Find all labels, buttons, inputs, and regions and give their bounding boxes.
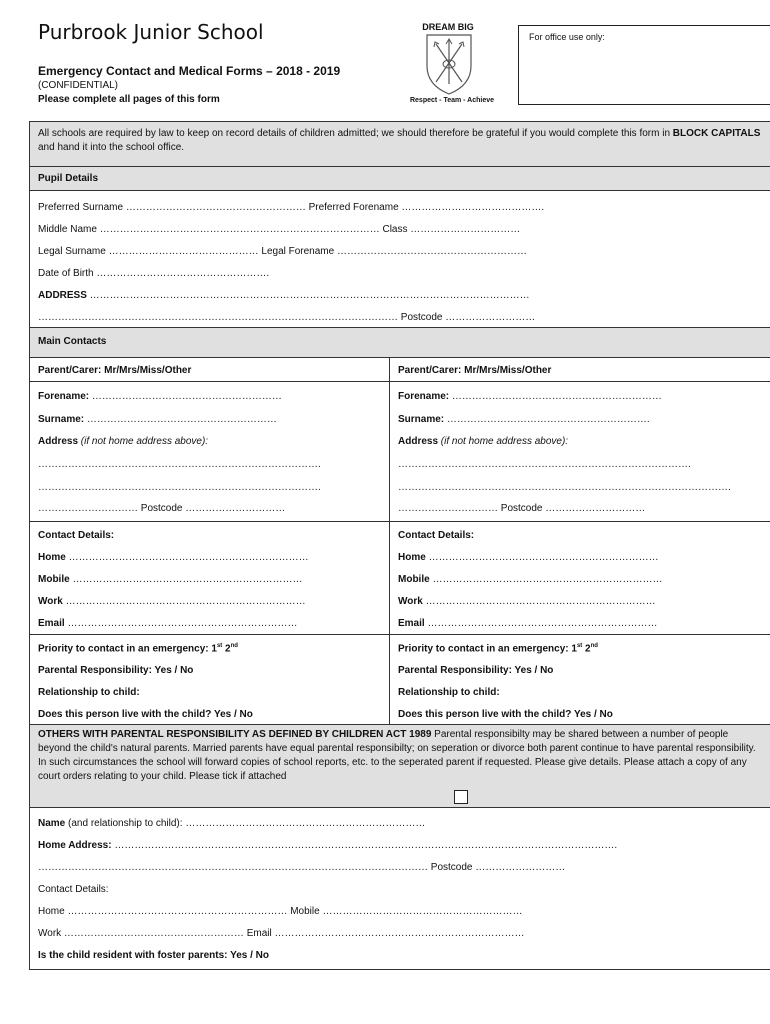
pupil-details-heading: Pupil Details [38, 173, 99, 184]
parent1-mobile-field[interactable]: Mobile …………………………………………………………… [38, 574, 303, 585]
parent1-forename-field[interactable]: Forename: ………………………………………………… [38, 391, 282, 402]
parent1-address-label: Address (if not home address above): [38, 436, 209, 447]
others-responsibility-text: OTHERS WITH PARENTAL RESPONSIBILITY AS DEFINED BY CHILDREN ACT 1989 Parental responsibilty may be shared between a number of people beyond the child's natural parents. Married parents have equal parental responsibilty; on seperation or divorce both parent continue to have parental responsibility. In such circumstances the school will forward copies of school reports, etc. to the seperated parent if requested. Please give details. Please attach a copy of any court orders relating to your child. Please tick if attached [38, 729, 756, 782]
parent-priority-section [30, 634, 770, 724]
confidential-label: (CONFIDENTIAL) [38, 80, 118, 91]
parent2-priority-field[interactable]: Priority to contact in an emergency: 1st 2nd [398, 643, 598, 655]
parent1-priority-field[interactable]: Priority to contact in an emergency: 1st 2nd [38, 643, 238, 655]
other-person-section [30, 807, 770, 971]
parent1-work-field[interactable]: Work ……………………………………………………………… [38, 596, 306, 607]
parent1-address-line-1[interactable]: …………………………………………………………………………. [38, 459, 321, 470]
main-contacts-header [30, 327, 770, 357]
preferred-name-field[interactable]: Preferred Surname ……………………………………………… Preferred Forename ……………………………………. [38, 202, 545, 213]
other-home-address-field[interactable]: Home Address: ……………………………………………………………………………………………………………………………………. [38, 840, 618, 851]
parent-names-section [30, 381, 770, 521]
crest-heading: DREAM BIG [422, 22, 474, 32]
crest-motto: Respect - Team - Achieve [409, 97, 495, 104]
parent2-work-field[interactable]: Work …………………………………………………………… [398, 596, 656, 607]
parent2-address-line-1[interactable]: ……………………………………………………………………………. [398, 459, 691, 470]
school-name: Purbrook Junior School [38, 20, 264, 44]
parent1-surname-field[interactable]: Surname: ………………………………………………… [38, 414, 277, 425]
parent1-address-line-2[interactable]: …………………………………………………………………………. [38, 482, 321, 493]
pupil-details-header [30, 166, 770, 190]
parent1-contact-label: Contact Details: [38, 530, 115, 541]
pupil-details-section [30, 190, 770, 327]
foster-parents-field[interactable]: Is the child resident with foster parents: Yes / No [38, 950, 269, 961]
parent2-forename-field[interactable]: Forename: ……………………………………………………… [398, 391, 662, 402]
school-crest-icon [424, 32, 474, 96]
parent2-address-label: Address (if not home address above): [398, 436, 569, 447]
parent2-address-line-2[interactable]: ………………………………………………………………………………………. [398, 482, 731, 493]
parent2-mobile-field[interactable]: Mobile …………………………………………………………… [398, 574, 663, 585]
form-title: Emergency Contact and Medical Forms – 2018 - 2019 [38, 64, 341, 78]
contact-form [29, 121, 770, 970]
date-of-birth-field[interactable]: Date of Birth ……………………………………………. [38, 268, 270, 279]
parent-carer-2-label: Parent/Carer: Mr/Mrs/Miss/Other [398, 365, 552, 376]
instruction-text: Please complete all pages of this form [38, 94, 220, 105]
parent2-surname-field[interactable]: Surname: ……………………………………………………. [398, 414, 650, 425]
parent2-contact-label: Contact Details: [398, 530, 475, 541]
other-work-email-field[interactable]: Work ……………………………………………… Email ………………………………………………………………… [38, 928, 525, 939]
parent1-relationship-field[interactable]: Relationship to child: [38, 687, 140, 698]
address-postcode-field[interactable]: ……………………………………………………………………………………………… Postcode ……………………… [38, 312, 536, 323]
parent-carer-1-label: Parent/Carer: Mr/Mrs/Miss/Other [38, 365, 192, 376]
court-order-checkbox[interactable] [454, 790, 468, 804]
parent1-postcode-field[interactable]: ………………………… Postcode ………………………… [38, 503, 286, 514]
intro-section [30, 122, 770, 166]
column-divider [389, 357, 390, 724]
other-address-postcode-field[interactable]: ……………………………………………………………………………………………………… Postcode ……………………… [38, 862, 566, 873]
middle-name-class-field[interactable]: Middle Name ………………………………………………………………………… Class …………………………… [38, 224, 521, 235]
parent2-responsibility-field[interactable]: Parental Responsibility: Yes / No [398, 665, 554, 676]
office-use-label: For office use only: [529, 32, 605, 42]
parent1-email-field[interactable]: Email …………………………………………………………… [38, 618, 298, 629]
parent-contact-section [30, 521, 770, 634]
parent1-home-field[interactable]: Home ……………………………………………………………… [38, 552, 309, 563]
parent1-responsibility-field[interactable]: Parental Responsibility: Yes / No [38, 665, 194, 676]
parent2-live-with-field[interactable]: Does this person live with the child? Yes / No [398, 709, 613, 720]
other-contact-label: Contact Details: [38, 884, 109, 895]
intro-text: All schools are required by law to keep on record details of children admitted; we should therefore be grateful if you would complete this form in BLOCK CAPITALS and hand it into the school office. [38, 128, 761, 153]
address-field[interactable]: ADDRESS …………………………………………………………………………………………………………………… [38, 290, 530, 301]
legal-name-field[interactable]: Legal Surname ……………………………………… Legal Forename ………………………………………………… [38, 246, 527, 257]
parent-carer-header-row [30, 357, 770, 381]
parent1-live-with-field[interactable]: Does this person live with the child? Yes / No [38, 709, 253, 720]
office-use-box [518, 25, 770, 105]
main-contacts-heading: Main Contacts [38, 336, 107, 347]
parent2-email-field[interactable]: Email …………………………………………………………… [398, 618, 658, 629]
others-responsibility-section [30, 724, 770, 807]
parent2-relationship-field[interactable]: Relationship to child: [398, 687, 500, 698]
other-home-mobile-field[interactable]: Home ………………………………………………………… Mobile …………………………………………………… [38, 906, 523, 917]
parent2-home-field[interactable]: Home …………………………………………………………… [398, 552, 659, 563]
parent2-postcode-field[interactable]: ………………………… Postcode ………………………… [398, 503, 646, 514]
other-name-field[interactable]: Name (and relationship to child): ……………………………………………………………… [38, 818, 426, 829]
